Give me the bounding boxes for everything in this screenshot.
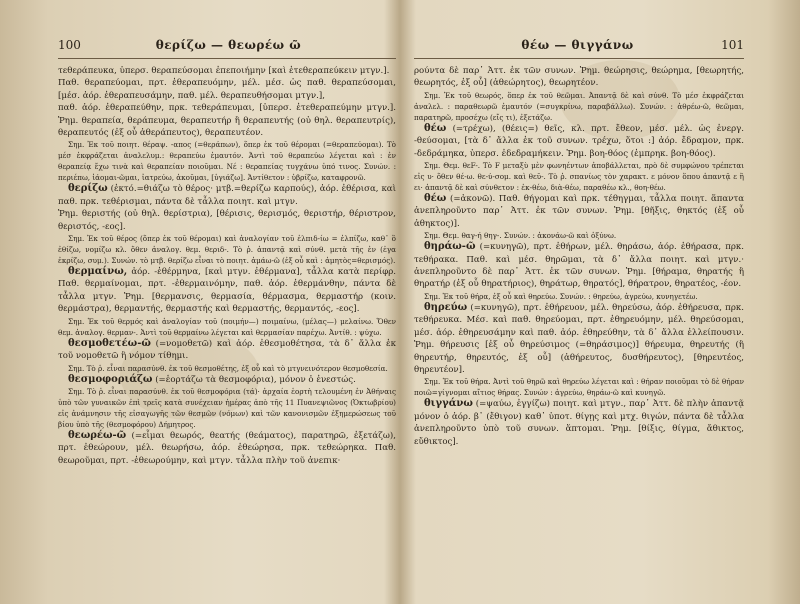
note-paragraph: Σημ. Ἐκ τοῦ ποιητ. θέραψ. -απος (=θεράπων), ὅπερ ἐκ τοῦ θέρομαι (=θεραπεύομαι). Τὸ μέσ ἐκφράζεται ἀναλελυμ.: θεραπεύω ἐμαυτόν. Ἀντὶ τοῦ θεραπεύω λέγεται καὶ : ἐν θεραπείᾳ ἔχω τινὰ καὶ θεραπείαν ποιοῦμαι. Νέ : θεραπείας τυγχάνω ὑπό τινος. Συνών. : περιέπω, ἰάομαι-ῶμαι, ἰατρεύω, ἀκοῦμαι, [ὑγιάζω]. Ἀντίθετον : ὑβρίζω, καταφρονῶ. (58, 140, 396, 183)
entry-paragraph: θεωρέω-ῶ (=εἶμαι θεωρός, θεατής (θεάματος), παρατηρῶ, ἐξετάζω), πρτ. ἐθεώρουν, μέλ. θεωρήσω, ἀόρ. ἐθεώρησα, πρκ. τεθεώρηκα. Παθ. θεωροῦμαι, πρτ. -ἐθεωρούμην, καὶ μτγν. τἆλλα πλὴν τοῦ ἀνεπικ· (58, 429, 396, 466)
note-paragraph: Σημ. Τὸ ῥ. εἶναι παρασύνθ. ἐκ τοῦ θεσμοθέτης, ἐξ οὗ καὶ τὸ μτγνεινότερον θεσμοθεσία. (68, 363, 388, 373)
entry-paragraph: θεσμοθετέω-ῶ (=νομοθετῶ) καὶ ἀόρ. ἐθεσμοθέτησα, τὰ δ᾽ ἄλλα ἐκ τοῦ νομοθετῶ ἢ νόμον τίθημι. (58, 337, 396, 362)
text-paragraph: Παθ. θεραπεύομαι, πρτ. ἐθεραπευόμην, μέλ. μέσ. ὡς παθ. θεραπεύσομαι, [μέσ. ἀόρ. ἐθεραπευσάμην, παθ. μέλ. θεραπευθήσομαι μτγν.], (58, 78, 396, 101)
text-paragraph: ρούντα δὲ παρ᾽ Ἀττ. ἐκ τῶν συνων. Ῥημ. θεώρησις, θεώρημα, [θεωρητής, θεωρητός, ἐξ οὗ] (ἀθεώρητος), θεωρητέον. (414, 66, 744, 89)
headword: θερμαίνω, (68, 266, 128, 278)
entry-paragraph: θερμαίνω, ἀόρ. -ἐθέρμηνα, [καὶ μτγν. ἐθέρμανα], τἆλλα κατὰ περίφρ. Παθ. θερμαίνομαι, πρτ. -ἐθερμαινόμην, παθ. ἀόρ. ἐθερμάνθην, πάντα δὲ τἆλλα μτγν. Ῥημ. [θερμανσις, θερμασία, θέρμασμα, θερμαστήρ (κοιν. θερμάστρα), θερμαντής, θερμαστής καὶ θερμαστής, θερμαντός, -εος]. (58, 266, 396, 315)
left-page-header (58, 38, 396, 59)
headword: θιγγάνω (424, 398, 473, 410)
note-paragraph: Σημ. Θεμ. θαγ-ή θηγ-. Συνών. : ἀκονάω-ῶ καὶ ὀξύνω. (424, 231, 617, 241)
entry-paragraph: θηράω-ῶ (=κυνηγῶ), πρτ. ἐθήρων, μέλ. θηράσω, ἀόρ. ἐθήρασα, πρκ. τεθήρακα. Παθ. καὶ μέσ. θηρῶμαι, τὰ δ᾽ ἄλλα ποιητ. καὶ μτγν.· ἀνεπληροῦντο δὲ παρ᾽ Ἀττ. ἐκ τῶν συνων. Ῥημ. [θήραμα, θηρατής ἢ θηρατήρ (ἐξ οὗ θηρατήριος), θηράτωρ, θηρατός], θήρατρον, θηρατέος, -έον. (414, 241, 744, 290)
headword: θεωρέω-ῶ (68, 429, 127, 441)
page-number: 101 (721, 38, 744, 52)
headword: θερίζω (68, 183, 108, 195)
text-paragraph: τεθεράπευκα, ὑπερσ. θεραπεύσομαι ἐπεποιήμην [καὶ ἐτεθεραπεύκειν μτγν.]. (58, 66, 390, 76)
note-paragraph: Σημ. Ἐκ τοῦ θήρα, ἐξ οὗ καὶ θηρεύω. Συνών. : θηρεύω, ἀγρεύω, κυνηγετέω. (424, 291, 698, 301)
entry-paragraph: θιγγάνω (=ψαύω, ἐγγίζω) ποιητ. καὶ μτγν., παρ᾽ Ἀττ. δὲ πλὴν ἀπαντᾷ μόνον ὁ ἀόρ. β᾽ (ἔθιγον) καθ᾽ ὑποτ. θίγῃς καὶ μτχ. θιγών, πάντα δὲ τἆλλα ἀνεπληροῦντο ὑπὸ τοῦ συνων. ἅπτομαι. Ῥημ. [θίξις, θίγμα, ἄθικτος, εὔθικτος]. (414, 398, 744, 447)
running-head: θέω — θιγγάνω (521, 38, 634, 52)
entry-paragraph: θέω (=τρέχω), (θέεις=) θεῖς, κλ. πρτ. ἔθεον, μέσ. μέλ. ὡς ἐνεργ. -θεύσομαι, [τὰ δ᾽ ἄλλα ἐκ τοῦ συνων. τρέχω, ὅτοι :] ἀόρ. ἔδραμον, πρκ. -δεδράμηκα, ὑπερσ. ἐδεδραμήκειν. Ῥημ. βοη-θόος (ἐμπρηκ. βοη-θόος). (414, 122, 744, 159)
running-head: θερίζω — θεωρέω ῶ (155, 38, 302, 52)
right-page (414, 38, 744, 594)
right-page-header (414, 38, 744, 59)
page-number: 100 (58, 38, 81, 52)
right-page-text (414, 65, 744, 448)
headword: θέω (424, 122, 447, 134)
entry-paragraph: θέω (=ἀκονῶ). Παθ. θήγομαι καὶ πρκ. τέθηγμαι, τἆλλα ποιητ. ἅπαντα ἀνεπληροῦντο παρ᾽ Ἀττ. ἐκ τῶν συνων. Ῥημ. [θῆξις, θηκτός (ἐξ οὗ ἀθηκτος)]. (414, 193, 744, 229)
entry-paragraph: θηρεύω (=κυνηγῶ), πρτ. ἐθήρευον, μέλ. θηρεύσω, ἀόρ. ἐθήρευσα, πρκ. τεθήρευκα. Μέσ. καὶ παθ. θηρεύομαι, πρτ. ἐθηρευόμην, μέλ. θηρεύσομαι, μέσ. ἀόρ. ἐθηρευσάμην καὶ παθ. ἀόρ. ἐθηρεύθην, τὰ δ᾽ ἄλλα ἐλλείπουσιν. Ῥημ. θήρευσις [ἐξ οὗ θηρεύσιμος (=θηράσιμος)] θήρευμα, θηρευτής (ἢ θηρευτήρ, θηρευτός, ἐξ οὗ] (ἀθήρευτος, δυσθήρευτος), [θηρευτέος, θηρευτέον]. (414, 301, 744, 375)
note-paragraph: Σημ. Ἐκ τοῦ θήρα. Ἀντὶ τοῦ θηρῶ καὶ θηρεύω λέγεται καὶ : θήραν ποιοῦμαι τὸ δὲ θήραν ποιῶ=γίγνομαι αἴτιος θήρας. Συνών : ἀγρεύω, θηράω-ῶ καὶ κυνηγῶ. (414, 377, 744, 398)
left-page-text (58, 65, 396, 467)
note-paragraph: Σημ. Ἐκ τοῦ θεωρός, ὅπερ ἐκ τοῦ θεῶμαι. Ἀπαντᾷ δὲ καὶ σύνθ. Τὸ μέσ ἐκφράζεται ἀναλελ. : παραθεωρῶ ἐμαυτόν (=συγκρίνω, παραβάλλω). Συνών. : ἀθρέω-ῶ, θεῶμαι, παρατηρῶ, προσέχω (εἴς τι), ἐξετάζω. (414, 90, 744, 122)
entry-paragraph: θερίζω (ἐκτό.=θιάζω τὸ θέρος· μτβ.=θερίζω καρπούς), ἀόρ. ἐθέρισα, καὶ παθ. πρκ. τεθέρισμαι, πάντα δὲ τἆλλα ποιητ. καὶ μτγν. (58, 183, 396, 207)
headword: θεσμοφοριάζω (68, 373, 153, 385)
note-paragraph: Σημ. Ἐκ τοῦ θερμός καὶ ἀναλογίαν τοῦ (ποιμήν—) ποιμαίνω, (μέλας—) μελαίνω. Ὅθεν θεμ. ἀναλογ. θερμαν-. Ἀντὶ τοῦ θερμαίνω λέγεται καὶ θερμασίαν παρέχω. Ἀντίθ. : ψύχω. (58, 316, 396, 337)
text-paragraph: Ῥημ. θεριστής (οὐ θηλ. θερίστρια), [θέρισις, θερισμός, θεριστήρ, θέριστρον, θεριστός, -εος]. (58, 209, 396, 232)
note-paragraph: Σημ. Θεμ. θεF-. Τὸ F μεταξὺ μὲν φωνηέντων ἀποβάλλεται, πρὸ δὲ συμφώνου τρέπεται εἰς υ· ὅθεν θέ-ω. θε-ύ-σομ. καὶ θεῦ-. Τὸ ῥ. σπανίως τὸν χαρακτ. ε μόνον ὅπου ἀπαντᾷ ε ἢ ει· ἀπαντᾷ δὲ καὶ σύνθετον : ἐκ-θέω, διὰ-θέω, παραθέω κλ., θοη-θέω. (414, 161, 744, 193)
note-paragraph: Σημ. Ἐκ τοῦ θέρος (ὅπερ ἐκ τοῦ θέρομαι) καὶ ἀναλογίαν τοῦ ἐλπιδ-ίω = ἐλπίζω, καθ᾽ ὃ ἐθίζω, νομίζω κλ. ὅθεν ἀναλογ. θεμ. θεριδ-. Τὸ ῥ. ἀπαντᾷ καὶ σύνθ. μετὰ τῆς ἐν (ἐγα ἐκρίζω, συμ.). Συνών. τὸ μτβ. θερίζω εἶναι τὸ ποιητ. ἀμάω-ῶ (ἐξ οὗ καὶ : ἀμητὸς=θερισμός). (58, 234, 396, 266)
entry-paragraph: θεσμοφοριάζω (=ἑορτάζω τὰ θεσμοφόρια), μόνον ὁ ἐνεστώς. (68, 373, 356, 385)
left-page (58, 38, 396, 594)
note-paragraph: Σημ. Τὸ ῥ. εἶναι παρασύνθ. ἐκ τοῦ θεσμοφόρια (τά)· ἀρχαία ἑορτὴ τελουμένη ἐν Ἀθήναις ὑπὸ τῶν γυναικῶν ἐπὶ τρεῖς κατὰ συνέχειαν ἡμέρας ἀπὸ τῆς 11 Πυανεψιῶνος (Ὀκτωβρίου) εἰς ἀνάμνησιν τῆς εἰσαγωγῆς τῶν θεσμῶν (νόμων) καὶ τῶν κανονισμῶν ἐξημερώσεως τοῦ βίου ὑπὸ τῆς (θεσμοφόρου) Δήμητρος. (58, 386, 396, 429)
text-paragraph: παθ. ἀόρ. ἐθεραπεύθην, πρκ. τεθεράπευμαι, [ὑπερσ. ἐτεθεραπεύμην μτγν.]. Ῥημ. θεραπεία, θεράπευμα, θεραπευτήρ ἢ θεραπευτής (οὐ θηλ. θεραπευτρίς), θεραπευτός (ἐξ οὗ ἀθεράπευτος), θεραπευτέον. (58, 103, 396, 139)
headword: θεσμοθετέω-ῶ (68, 337, 151, 349)
headword: θέω (424, 193, 447, 205)
headword: θηράω-ῶ (424, 241, 476, 253)
headword: θηρεύω (424, 301, 468, 313)
